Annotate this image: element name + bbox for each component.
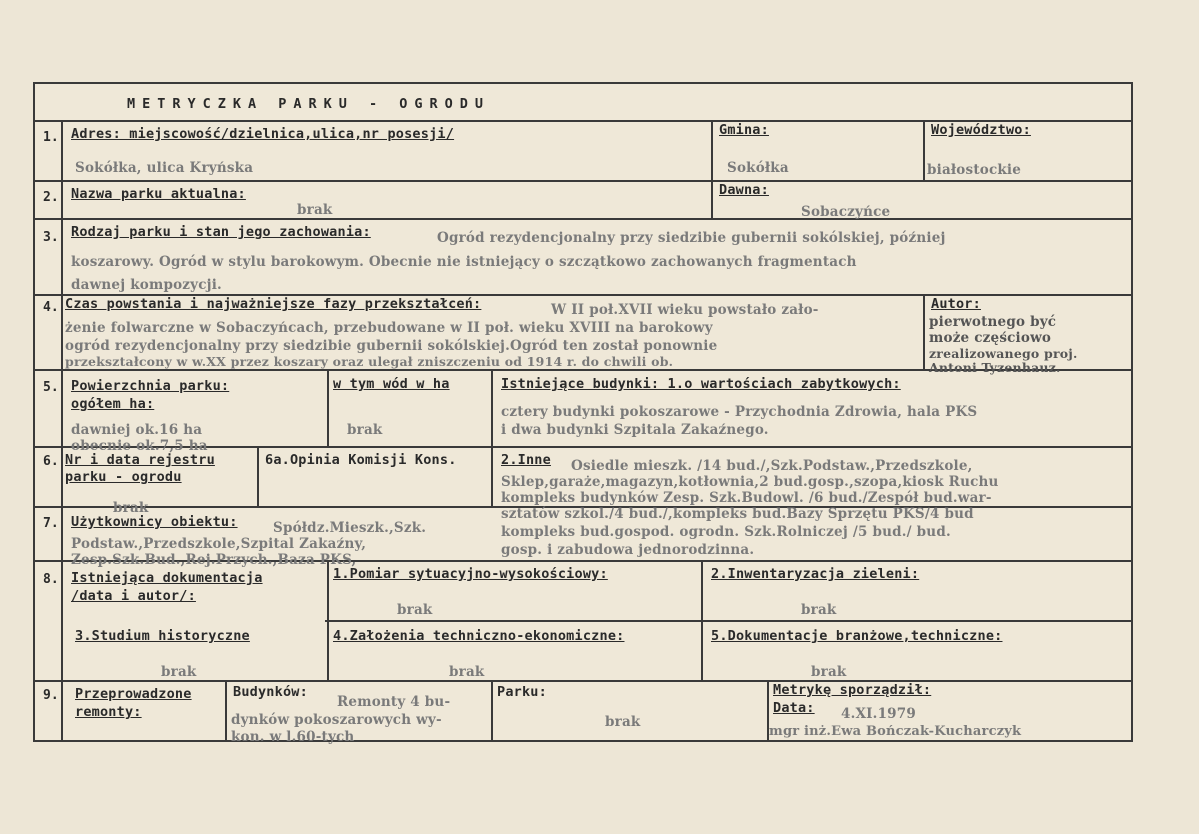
other-buildings-line: Sklep,garaże,magazyn,kotłownia,2 bud.gosp.,szopa,kiosk Ruchu [501,474,999,490]
address-value: Sokółka, ulica Kryńska [75,160,254,176]
area-former-value: dawniej ok.16 ha [71,422,203,438]
commission-opinion-label: 6a.Opinia Komisji Kons. [265,452,457,468]
col-divider [701,560,703,680]
row-number: 2. [43,190,59,205]
row-number: 1. [43,130,59,145]
water-label: w tym wód w ha [333,376,450,392]
area-total-label: ogółem ha: [71,396,155,412]
park-type-label: Rodzaj parku i stan jego zachowania: [71,224,371,240]
history-line: W II poł.XVII wieku powstało zało- [551,302,819,318]
water-value: brak [347,422,383,438]
col-divider [491,680,493,742]
history-line: przekształcony w w.XX przez koszary oraz ulegał zniszczeniu od 1914 r. do chwili ob. [65,354,674,369]
survey-value: brak [397,602,433,618]
date-value: 4.XI.1979 [841,706,916,722]
park-type-line: koszarowy. Ogród w stylu barokowym. Obecnie nie istniejący o szczątkowo zachowanych fragmentach [71,254,857,270]
other-buildings-line: sztatów szkol./4 bud./,kompleks bud.Bazy Sprzętu PKS/4 bud [501,506,974,522]
row-divider [35,680,1133,682]
row-number: 9. [43,688,59,703]
col-divider [257,446,259,506]
col-divider [923,120,925,180]
documentation-label: /data i autor/: [71,588,196,604]
greenery-inventory-label: 2.Inwentaryzacja zieleni: [711,566,920,582]
col-divider [327,369,329,446]
commune-label: Gmina: [719,122,769,138]
users-line: Zesp.Szk.Bud.,Rej.Przych.,Baza PKS, [71,552,357,568]
former-name-label: Dawna: [719,182,769,198]
prepared-by-label: Metrykę sporządził: [773,682,932,698]
other-buildings-line: kompleks budynków Zesp. Szk.Budowl. /6 bud./Zespół bud.war- [501,490,992,506]
buildings-renovation-label: Budynków: [233,684,308,700]
row-divider [325,620,1133,622]
row-divider [35,180,1133,182]
row-number: 4. [43,300,59,315]
card-title: METRYCZKA PARKU - OGRODU [127,96,491,112]
former-name-value: Sobaczyńce [801,204,891,220]
history-line: żenie folwarczne w Sobaczyńcach, przebudowane w II poł. wieku XVIII na barokowy [65,320,713,336]
row-number: 3. [43,230,59,245]
other-buildings-label: 2.Inne [501,452,551,468]
survey-label: 1.Pomiar sytuacyjno-wysokościowy: [333,566,608,582]
history-line: ogród rezydencjonalny przy siedzibie gubernii sokólskiej.Ogród ten został ponownie [65,338,718,354]
author-line: pierwotnego być [929,314,1057,330]
prepared-by-name: mgr inż.Ewa Bończak-Kucharczyk [769,724,1022,739]
number-column-divider [61,120,63,742]
row-number: 8. [43,572,59,587]
area-current-value: obecnie ok.7,5 ha [71,438,208,454]
greenery-inventory-value: brak [801,602,837,618]
users-label: Użytkownicy obiektu: [71,514,238,530]
col-divider [327,560,329,680]
current-name-label: Nazwa parku aktualna: [71,186,246,202]
other-buildings-line: gosp. i zabudowa jednorodzinna. [501,542,755,558]
renovations-label: remonty: [75,704,142,720]
sector-docs-value: brak [811,664,847,680]
row-number: 5. [43,380,59,395]
buildings-renovation-line: Remonty 4 bu- [337,694,451,710]
buildings-label: Istniejące budynki: 1.o wartościach zabytkowych: [501,376,901,392]
row-divider [35,218,1133,220]
col-divider [923,294,925,369]
historical-study-label: 3.Studium historyczne [75,628,250,644]
historical-study-value: brak [161,664,197,680]
col-divider [225,680,227,742]
author-line: Antoni Tyzenhauz. [929,360,1061,375]
park-renovation-label: Parku: [497,684,547,700]
park-type-line: dawnej kompozycji. [71,277,222,293]
documentation-label: Istniejąca dokumentacja [71,570,263,586]
date-label: Data: [773,700,815,716]
commune-value: Sokółka [727,160,789,176]
row-number: 6. [43,454,59,469]
other-buildings-line: Osiedle mieszk. /14 bud./,Szk.Podstaw.,Przedszkole, [571,458,973,474]
register-label: parku - ogrodu [65,469,182,485]
buildings-renovation-line: kon. w l.60-tych [231,729,355,745]
park-renovation-value: brak [605,714,641,730]
buildings-line: cztery budynki pokoszarowe - Przychodnia Zdrowia, hala PKS [501,404,978,420]
technical-economic-value: brak [449,664,485,680]
register-value: brak [113,500,149,516]
buildings-line: i dwa budynki Szpitala Zakaźnego. [501,422,769,438]
register-label: Nr i data rejestru [65,452,215,468]
voivodeship-value: białostockie [927,162,1022,178]
author-line: zrealizowanego proj. [929,346,1078,361]
col-divider [491,369,493,506]
address-label: Adres: miejscowość/dzielnica,ulica,nr posesji/ [71,126,455,142]
other-buildings-line: kompleks bud.gospod. ogrodn. Szk.Rolniczej /5 bud./ bud. [501,524,951,540]
current-name-value: brak [297,202,333,218]
sector-docs-label: 5.Dokumentacje branżowe,techniczne: [711,628,1003,644]
park-type-line: Ogród rezydencjonalny przy siedzibie gubernii sokólskiej, później [437,230,946,246]
area-label: Powierzchnia parku: [71,378,230,394]
technical-economic-label: 4.Założenia techniczno-ekonomiczne: [333,628,625,644]
park-record-card [33,82,1133,745]
history-label: Czas powstania i najważniejsze fazy przekształceń: [65,296,482,312]
renovations-label: Przeprowadzone [75,686,192,702]
buildings-renovation-line: dynków pokoszarowych wy- [231,712,442,728]
author-label: Autor: [931,296,981,312]
voivodeship-label: Województwo: [931,122,1031,138]
users-line: Podstaw.,Przedszkole,Szpital Zakaźny, [71,536,367,552]
author-line: może częściowo [929,330,1052,346]
col-divider [711,120,713,218]
users-line: Spółdz.Mieszk.,Szk. [273,520,427,536]
row-number: 7. [43,516,59,531]
